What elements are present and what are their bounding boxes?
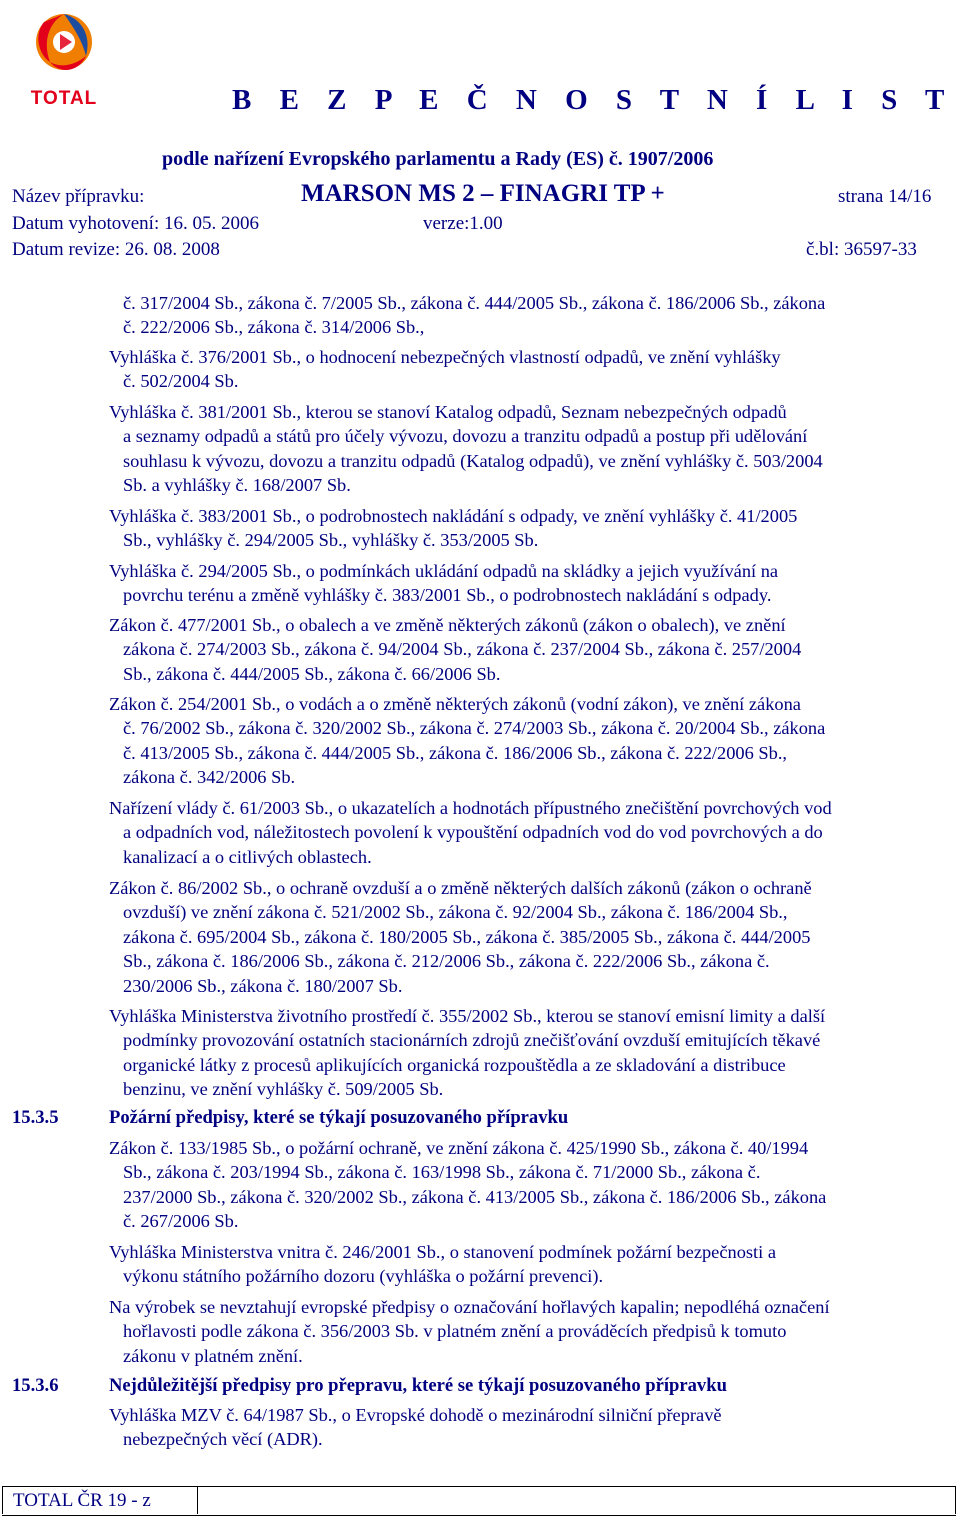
- paragraph-line: Vyhláška Ministerstva vnitra č. 246/2001 Sb., o stanovení podmínek požární bezpečnosti a: [109, 1242, 777, 1262]
- paragraph-line: č. 76/2002 Sb., zákona č. 320/2002 Sb., zákona č. 274/2003 Sb., zákona č. 20/2004 Sb., zákona: [123, 718, 826, 739]
- paragraph-line: a seznamy odpadů a států pro účely vývozu, dovozu a tranzitu odpadů a postup při udělování: [123, 426, 808, 447]
- page-number: strana 14/16: [838, 186, 932, 207]
- paragraph-line: nebezpečných věcí (ADR).: [123, 1429, 323, 1450]
- paragraph-line: povrchu terénu a změně vyhlášky č. 383/2001 Sb., o podrobnostech nakládání s odpady.: [123, 585, 772, 606]
- paragraph-line: Na výrobek se nevztahují evropské předpisy o označování hořlavých kapalin; nepodléhá označení: [109, 1297, 830, 1317]
- paragraph-line: Sb., zákona č. 203/1994 Sb., zákona č. 163/1998 Sb., zákona č. 71/2000 Sb., zákona č.: [123, 1162, 761, 1183]
- paragraph-line: Zákon č. 254/2001 Sb., o vodách a o změně některých zákonů (vodní zákon), ve znění zákona: [109, 694, 801, 714]
- paragraph-line: Zákon č. 477/2001 Sb., o obalech a ve změně některých zákonů (zákon o obalech), ve znění: [109, 615, 786, 635]
- paragraph-line: č. 222/2006 Sb., zákona č. 314/2006 Sb.,: [123, 317, 425, 338]
- section-number: 15.3.5: [12, 1107, 59, 1128]
- regulation-paragraph: [109, 1240, 949, 1289]
- paragraph-line: benzinu, ve znění vyhlášky č. 509/2005 Sb.: [123, 1079, 444, 1100]
- paragraph-line: Vyhláška MZV č. 64/1987 Sb., o Evropské dohodě o mezinárodní silniční přepravě: [109, 1405, 722, 1425]
- product-label: Název přípravku:: [12, 186, 145, 207]
- regulation-paragraph: [109, 400, 949, 498]
- paragraph-line: Vyhláška č. 294/2005 Sb., o podmínkách ukládání odpadů na skládky a jejich využívání na: [109, 561, 779, 581]
- footer-right-border: [955, 1487, 956, 1514]
- paragraph-line: Nařízení vlády č. 61/2003 Sb., o ukazatelích a hodnotách přípustného znečištění povrchových vod: [109, 798, 832, 818]
- paragraph-line: Vyhláška Ministerstva životního prostředí č. 355/2002 Sb., kterou se stanoví emisní limity a další: [109, 1006, 826, 1026]
- paragraph-line: a odpadních vod, náležitostech povolení k vypouštění odpadních vod do vod povrchových a do: [123, 822, 823, 843]
- paragraph-line: výkonu státního požárního dozoru (vyhláška o požární prevenci).: [123, 1266, 604, 1287]
- regulation-paragraph: [109, 692, 949, 790]
- date-created: Datum vyhotovení: 16. 05. 2006: [12, 213, 259, 234]
- paragraph-line: Vyhláška č. 376/2001 Sb., o hodnocení nebezpečných vlastností odpadů, ve znění vyhlášky: [109, 347, 781, 367]
- paragraph-line: souhlasu k vývozu, dovozu a tranzitu odpadů (Katalog odpadů), ve znění vyhlášky č. 503/2004: [123, 450, 823, 471]
- paragraph-line: Sb., vyhlášky č. 294/2005 Sb., vyhlášky č. 353/2005 Sb.: [123, 530, 539, 551]
- paragraph-line: Vyhláška č. 381/2001 Sb., kterou se stanoví Katalog odpadů, Seznam nebezpečných odpadů: [109, 402, 787, 422]
- regulation-paragraph: [109, 1136, 949, 1234]
- sheet-number: č.bl: 36597-33: [806, 239, 917, 260]
- paragraph-line: Zákon č. 133/1985 Sb., o požární ochraně, ve znění zákona č. 425/1990 Sb., zákona č. 40/1994: [109, 1138, 809, 1158]
- section-title: Požární předpisy, které se týkají posuzovaného přípravku: [109, 1107, 569, 1128]
- logo-text: TOTAL: [30, 88, 98, 109]
- paragraph-line: zákonu v platném znění.: [123, 1345, 303, 1366]
- paragraph-line: 237/2000 Sb., zákona č. 320/2002 Sb., zákona č. 413/2005 Sb., zákona č. 186/2006 Sb., zákona: [123, 1186, 827, 1207]
- section-number: 15.3.6: [12, 1375, 59, 1396]
- regulation-paragraph: [109, 504, 949, 553]
- paragraph-line: ovzduší) ve znění zákona č. 521/2002 Sb., zákona č. 92/2004 Sb., zákona č. 186/2004 Sb.,: [123, 902, 788, 923]
- regulation-paragraph: [109, 613, 949, 686]
- regulation-paragraph: [109, 559, 949, 608]
- paragraph-line: Sb., zákona č. 186/2006 Sb., zákona č. 212/2006 Sb., zákona č. 222/2006 Sb., zákona č.: [123, 951, 770, 972]
- paragraph-line: podmínky provozování ostatních stacionárních zdrojů znečišťování ovzduší emitujících těkavé: [123, 1030, 821, 1051]
- paragraph-line: zákona č. 695/2004 Sb., zákona č. 180/2005 Sb., zákona č. 385/2005 Sb., zákona č. 444/2005: [123, 926, 811, 947]
- paragraph-line: organické látky z procesů aplikujících organická rozpouštědla a ze skladování a distribuce: [123, 1054, 786, 1075]
- regulation-paragraph: [109, 291, 949, 340]
- paragraph-line: Sb., zákona č. 444/2005 Sb., zákona č. 66/2006 Sb.: [123, 663, 501, 684]
- paragraph-line: Sb. a vyhlášky č. 168/2007 Sb.: [123, 475, 351, 496]
- regulation-subtitle: podle nařízení Evropského parlamentu a Rady (ES) č. 1907/2006: [162, 148, 714, 170]
- section-heading: [12, 1374, 727, 1398]
- section-heading: [12, 1106, 568, 1130]
- regulation-paragraph: [109, 796, 949, 869]
- page-footer: [2, 1486, 956, 1516]
- regulation-paragraph: [109, 1295, 949, 1368]
- paragraph-line: 230/2006 Sb., zákona č. 180/2007 Sb.: [123, 975, 403, 996]
- paragraph-line: č. 413/2005 Sb., zákona č. 444/2005 Sb., zákona č. 186/2006 Sb., zákona č. 222/2006 Sb.,: [123, 742, 788, 763]
- document-title: B E Z P E Č N O S T N Í L I S T: [232, 84, 955, 116]
- regulation-paragraph: [109, 1004, 949, 1102]
- paragraph-line: Vyhláška č. 383/2001 Sb., o podrobnostech nakládání s odpady, ve znění vyhlášky č. 41/2005: [109, 506, 798, 526]
- paragraph-line: č. 267/2006 Sb.: [123, 1211, 239, 1232]
- paragraph-line: č. 317/2004 Sb., zákona č. 7/2005 Sb., zákona č. 444/2005 Sb., zákona č. 186/2006 Sb., zákona: [123, 293, 826, 313]
- regulation-paragraph: [109, 876, 949, 998]
- paragraph-line: hořlavosti podle zákona č. 356/2003 Sb. v platném znění a prováděcích předpisů k tomuto: [123, 1321, 787, 1342]
- total-logo: [20, 4, 108, 112]
- paragraph-line: zákona č. 274/2003 Sb., zákona č. 94/2004 Sb., zákona č. 237/2004 Sb., zákona č. 257/2004: [123, 639, 802, 660]
- paragraph-line: Zákon č. 86/2002 Sb., o ochraně ovzduší a o změně některých dalších zákonů (zákon o ochraně: [109, 878, 812, 898]
- footer-label: TOTAL ČR 19 - z: [2, 1487, 198, 1514]
- paragraph-line: kanalizací a o citlivých oblastech.: [123, 846, 372, 867]
- product-name: MARSON MS 2 – FINAGRI TP +: [301, 180, 665, 207]
- date-revised: Datum revize: 26. 08. 2008: [12, 239, 220, 260]
- paragraph-line: č. 502/2004 Sb.: [123, 371, 239, 392]
- section-title: Nejdůležitější předpisy pro přepravu, které se týkají posuzovaného přípravku: [109, 1375, 727, 1396]
- regulation-paragraph: [109, 1403, 949, 1452]
- version-label: verze:1.00: [423, 213, 503, 234]
- regulation-paragraph: [109, 345, 949, 394]
- paragraph-line: zákona č. 342/2006 Sb.: [123, 767, 296, 788]
